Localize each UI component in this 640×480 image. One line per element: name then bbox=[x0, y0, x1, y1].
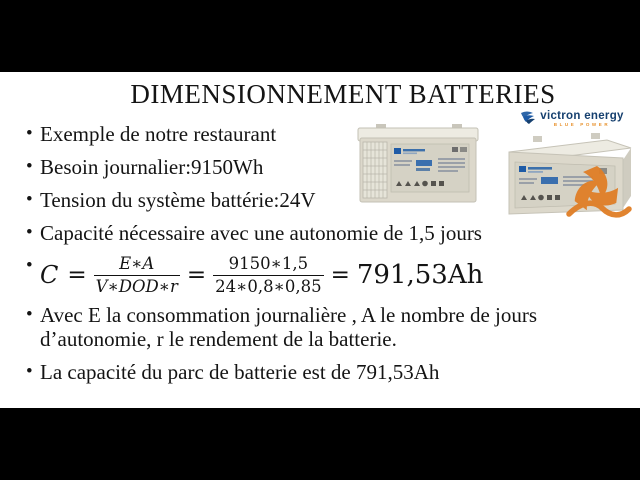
bullet-marker: • bbox=[26, 304, 33, 326]
equals-sign: = bbox=[330, 262, 350, 289]
bullet-marker: • bbox=[26, 361, 33, 383]
bullet-item-legend bbox=[26, 303, 626, 351]
bullet-text: La capacité du parc de batterie est de 791,53Ah bbox=[40, 360, 440, 385]
agm-type-mark bbox=[541, 177, 558, 184]
victron-energy-logo bbox=[503, 110, 640, 130]
bullet-marker: • bbox=[26, 222, 33, 244]
formula-numeric-fraction bbox=[213, 254, 323, 296]
formula-symbolic-fraction bbox=[94, 254, 180, 296]
bullet-marker: • bbox=[26, 156, 33, 178]
bullet-text: Exemple de notre restaurant bbox=[40, 122, 277, 147]
blue-power-subtext: BLUE POWER bbox=[553, 122, 611, 127]
formula-variable: C bbox=[40, 261, 59, 290]
victron-logo-text: victron energy bbox=[540, 110, 624, 122]
bullet-marker: • bbox=[26, 189, 33, 211]
bullet-item-capacity-autonomy bbox=[26, 221, 626, 245]
gel-type-mark bbox=[416, 160, 432, 166]
bullet-item-conclusion bbox=[26, 360, 626, 384]
fraction-numerator: E∗A bbox=[94, 254, 180, 275]
battery-terminal bbox=[591, 133, 600, 139]
bullet-text: Besoin journalier:9150Wh bbox=[40, 155, 264, 180]
slide-title: DIMENSIONNEMENT BATTERIES bbox=[130, 79, 556, 109]
bullet-marker: • bbox=[26, 255, 33, 277]
bullet-text: Tension du système battérie:24V bbox=[40, 188, 316, 213]
fraction-denominator: V∗DOD∗r bbox=[95, 276, 178, 296]
equals-sign: = bbox=[186, 262, 207, 289]
fraction-numerator: 9150∗1,5 bbox=[213, 254, 323, 275]
equals-sign: = bbox=[67, 262, 87, 289]
bullet-item-formula bbox=[26, 254, 626, 296]
victron-logo-text-block bbox=[540, 110, 623, 128]
formula-result: 791,53Ah bbox=[356, 260, 484, 291]
gel-battery-image bbox=[356, 122, 480, 206]
battery-terminal bbox=[533, 136, 542, 142]
bullet-marker: • bbox=[26, 123, 33, 145]
bullet-text: Avec E la consommation journalière , A le nombre de jours d’autonomie, r le rendement de la batterie. bbox=[40, 303, 538, 352]
capacity-formula bbox=[40, 254, 483, 296]
victron-gel-battery-photo bbox=[356, 122, 480, 206]
victron-agm-battery-photo bbox=[503, 110, 640, 222]
battery-handle-grid bbox=[363, 142, 387, 198]
agm-battery-image bbox=[503, 130, 640, 222]
presentation-slide bbox=[0, 72, 640, 408]
victron-swirl-icon bbox=[519, 110, 536, 125]
bullet-text: Capacité nécessaire avec une autonomie de 1,5 jours bbox=[40, 221, 482, 246]
fraction-denominator: 24∗0,8∗0,85 bbox=[215, 276, 322, 296]
battery-side-face bbox=[623, 148, 631, 208]
